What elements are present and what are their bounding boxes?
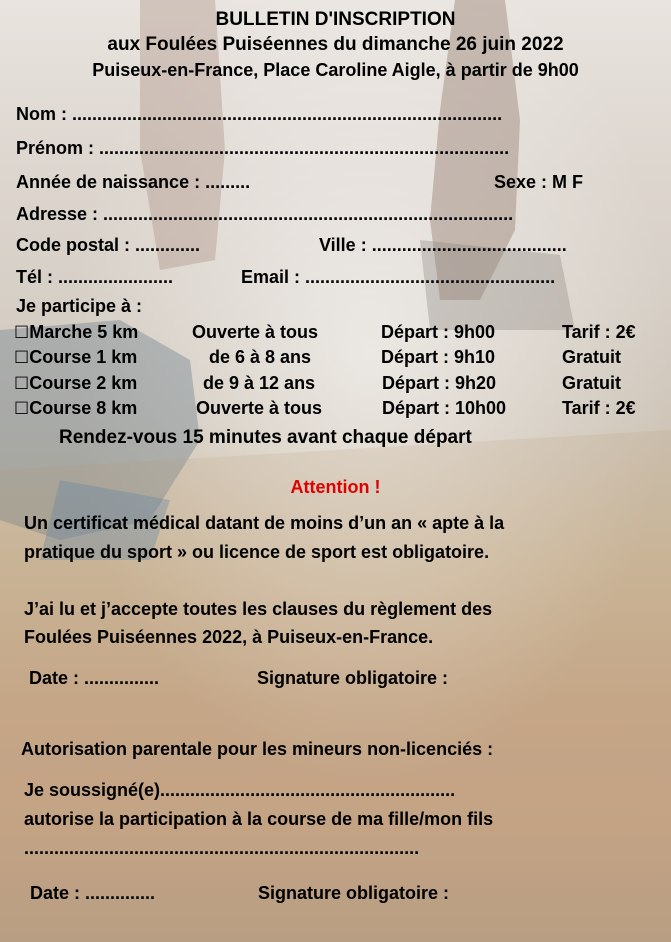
race-audience: de 6 à 8 ans [209,347,312,367]
date-field[interactable]: Date : ............... [29,668,160,688]
code-postal-field[interactable]: Code postal : ............. [16,235,201,255]
birth-year-field[interactable]: Année de naissance : ......... [16,172,251,192]
race-name: Course 2 km [29,373,138,393]
rendezvous-note: Rendez-vous 15 minutes avant chaque départ [59,427,472,448]
checkbox-icon[interactable]: ☐ [14,323,30,342]
certificat-text-line-2: pratique du sport » ou licence de sport est obligatoire. [24,542,490,562]
event-location: Puiseux-en-France, Place Caroline Aigle, à partir de 9h00 [92,60,579,80]
race-name: Marche 5 km [29,322,139,342]
ville-field[interactable]: Ville : ....................................... [319,235,567,255]
race-depart: Départ : 9h20 [382,373,497,393]
soussigne-field[interactable]: Je soussigné(e)........................................................... [24,780,456,800]
race-tarif: Tarif : 2€ [562,322,636,342]
attention-title: Attention ! [290,477,381,497]
checkbox-icon[interactable]: ☐ [14,399,30,418]
race-audience: Ouverte à tous [196,398,323,418]
form-title: BULLETIN D'INSCRIPTION [215,9,456,30]
parental-date-field[interactable]: Date : .............. [30,883,156,903]
race-audience: de 9 à 12 ans [203,373,316,393]
participation-heading: Je participe à : [16,296,143,316]
signature-label: Signature obligatoire : [257,668,449,688]
race-depart: Départ : 9h00 [381,322,496,342]
email-field[interactable]: Email : .................................................. [241,267,556,287]
race-name: Course 1 km [29,347,138,367]
race-name: Course 8 km [29,398,138,418]
race-tarif: Tarif : 2€ [562,398,636,418]
parental-authorization-title: Autorisation parentale pour les mineurs non-licenciés : [21,739,494,759]
reglement-text-line-1: J’ai lu et j’accepte toutes les clauses du règlement des [24,599,493,619]
adresse-field[interactable]: Adresse : .................................................................................. [16,204,514,224]
race-depart: Départ : 9h10 [381,347,496,367]
tel-field[interactable]: Tél : ....................... [16,267,174,287]
prenom-field[interactable]: Prénom : .................................................................................. [16,138,510,158]
race-tarif: Gratuit [562,347,622,367]
event-subtitle: aux Foulées Puiséennes du dimanche 26 juin 2022 [107,34,564,55]
reglement-text-line-2: Foulées Puiséennes 2022, à Puiseux-en-France. [24,627,434,647]
race-depart: Départ : 10h00 [382,398,507,418]
parental-signature-label: Signature obligatoire : [258,883,450,903]
sexe-field[interactable]: Sexe : M F [494,172,584,192]
authorization-text: autorise la participation à la course de ma fille/mon fils [24,809,494,829]
race-audience: Ouverte à tous [192,322,319,342]
checkbox-icon[interactable]: ☐ [14,348,30,367]
race-tarif: Gratuit [562,373,622,393]
nom-field[interactable]: Nom : ...................................................................................... [16,104,503,124]
checkbox-icon[interactable]: ☐ [14,374,30,393]
certificat-text-line-1: Un certificat médical datant de moins d’un an « apte à la [24,513,505,533]
child-name-field[interactable]: ............................................................................... [24,838,420,858]
